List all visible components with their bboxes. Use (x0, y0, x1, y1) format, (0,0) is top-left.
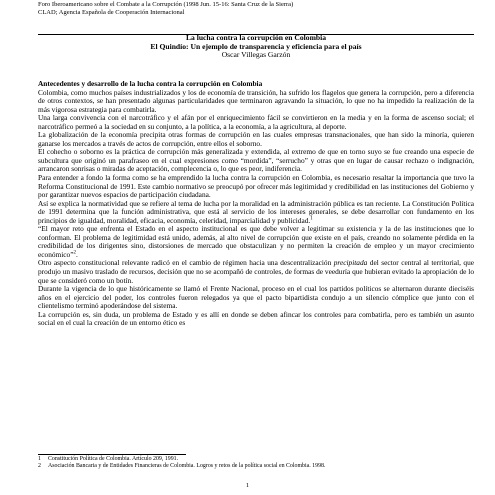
paragraph: La globalización de la economía precipita otras formas de corrupción en las cuales empresas transnacionales, que han sido la minoría, quieren ganarse los mercados a través de actos de corrupción, entre ellos el soborno. (38, 130, 474, 148)
running-header (38, 1, 478, 17)
emphasis-text: precipitada (333, 258, 368, 268)
footnote-text: Constitución Política de Colombia. Artículo 209, 1991. (48, 456, 179, 462)
header-line-1: Foro Iberoamericano sobre el Combate a la Corrupción (1998 Jun. 15-16: Santa Cruz de la Sierra) (38, 1, 294, 8)
paragraph: El cohecho o soborno es la práctica de corrupción más generalizada y extendida, al extremo de que en torno suyo se fue creando una especie de subcultura que originó un parafraseo en el cual expresiones como “mordida”, “serrucho” y otras que en lugar de causar rechazo o indignación, arrancaron sonrisas o miradas de aceptación, complecencia o, lo que es peor, indiferencia. (38, 147, 474, 174)
footnote (38, 456, 474, 463)
footnote (38, 463, 474, 470)
paragraph-text: Otro aspecto constitucional relevante radicó en el cambio de régimen hacia una descentralización (38, 258, 334, 268)
footnotes (38, 456, 474, 471)
section-heading: Antecedentes y desarrollo de la lucha contra la corrupción en Colombia (38, 79, 263, 88)
footnote-number: 2 (38, 463, 41, 470)
author-name: Oscar Villegas Garzón (221, 50, 291, 60)
title-block (38, 34, 474, 60)
footnote-ref[interactable]: 2 (73, 250, 76, 256)
paragraph: Para entender a fondo la forma como se ha emprendido la lucha contra la corrupción en Colombia, es necesario resaltar la importancia que tuvo la Reforma Constitucional de 1991. Este cambio normativo se preocupó por ofrecer más legitimidad y credibilidad en las instituciones del Gobierno y por garantizar nuevos espacios de participación ciudadana. (38, 173, 474, 200)
footnote-ref[interactable]: 1 (310, 216, 313, 222)
paragraph-text: del sector central al territorial, que produjo un masivo traslado de recursos, decisión que no se acompañó de controles, de formas de veeduría que hubieran evitado la apropiación de lo que se consideró como un botín. (38, 258, 474, 285)
paragraph: Colombia, como muchos países industrializados y los de economía de transición, ha sufrido los flagelos que genera la corrupción, pero a diferencia de otros contextos, se han presentado algunas particularidades que terminaron agravando la situación, lo que no ha impedido la realización de la más vigorosa estrategia para combatirla. (38, 87, 474, 114)
header-line-2: CLAD; Agencia Española de Cooperación Internacional (38, 9, 185, 16)
paragraph: Durante la vigencia de lo que históricamente se llamó el Frente Nacional, proceso en el cual los partidos políticos se alternaron durante dieciséis años en el ejercicio del poder, los controles fueron relegados ya que el pacto bipartidista condujo a un silencio cómplice que junto con el clientelismo terminó apoderándose del sistema. (38, 284, 474, 311)
paragraph (38, 259, 474, 285)
quotation-end: . (75, 249, 78, 259)
footnote-rule (38, 454, 186, 455)
quotation (38, 225, 474, 259)
footnote-number: 1 (38, 456, 41, 462)
page-number: 1 (245, 482, 250, 489)
title-line-2: El Quindío: Un ejemplo de transparencia y eficiencia para el país (150, 41, 362, 51)
paragraph: Una larga convivencia con el narcotráfico y el afán por el enriquecimiento fácil se convirtieron en la media y en la forma de ascenso social; el narcotráfico permeó a la sociedad en su conjunto, a la política, a la economía, a la agricultura, al deporte. (38, 113, 474, 131)
footnote-text: Asociación Bancaria y de Entidades Financieras de Colombia. Logros y retos de la política social en Colombia. 1998. (48, 463, 326, 470)
title-line-1: La lucha contra la corrupción en Colombia (185, 33, 327, 42)
body-text (38, 80, 474, 328)
paragraph: La corrupción es, sin duda, un problema de Estado y es allí en donde se deben afincar los controles para combatirla, pero es también un asunto social en el cual la creación de un entorno ético es (38, 309, 474, 328)
paragraph-text: Así se explica la normatividad que se refiere al tema de lucha por la moralidad en la administración pública es tan reciente. La Constitución Política de 1991 determina que la función administrativa, que está al servicio de los intereses generales, se debe desarrollar con fundamento en los principios de igualdad, moralidad, eficacia, economía, celeridad, imparcialidad y publicidad. (38, 198, 474, 225)
paragraph (38, 200, 474, 226)
quotation-text: “El mayor reto que enfrenta el Estado en el aspecto institucional es que debe volver a legitimar su existencia y la de las instituciones que lo conforman. El problema de legitimidad está unido, además, al alto nivel de corrupción que existe en el país, creando no solamente pérdida en la credibilidad de los dirigentes sino, distorsiones de mercado que obstaculizan y no permiten la creación de empleo y un mayor crecimiento económico” (38, 224, 474, 259)
